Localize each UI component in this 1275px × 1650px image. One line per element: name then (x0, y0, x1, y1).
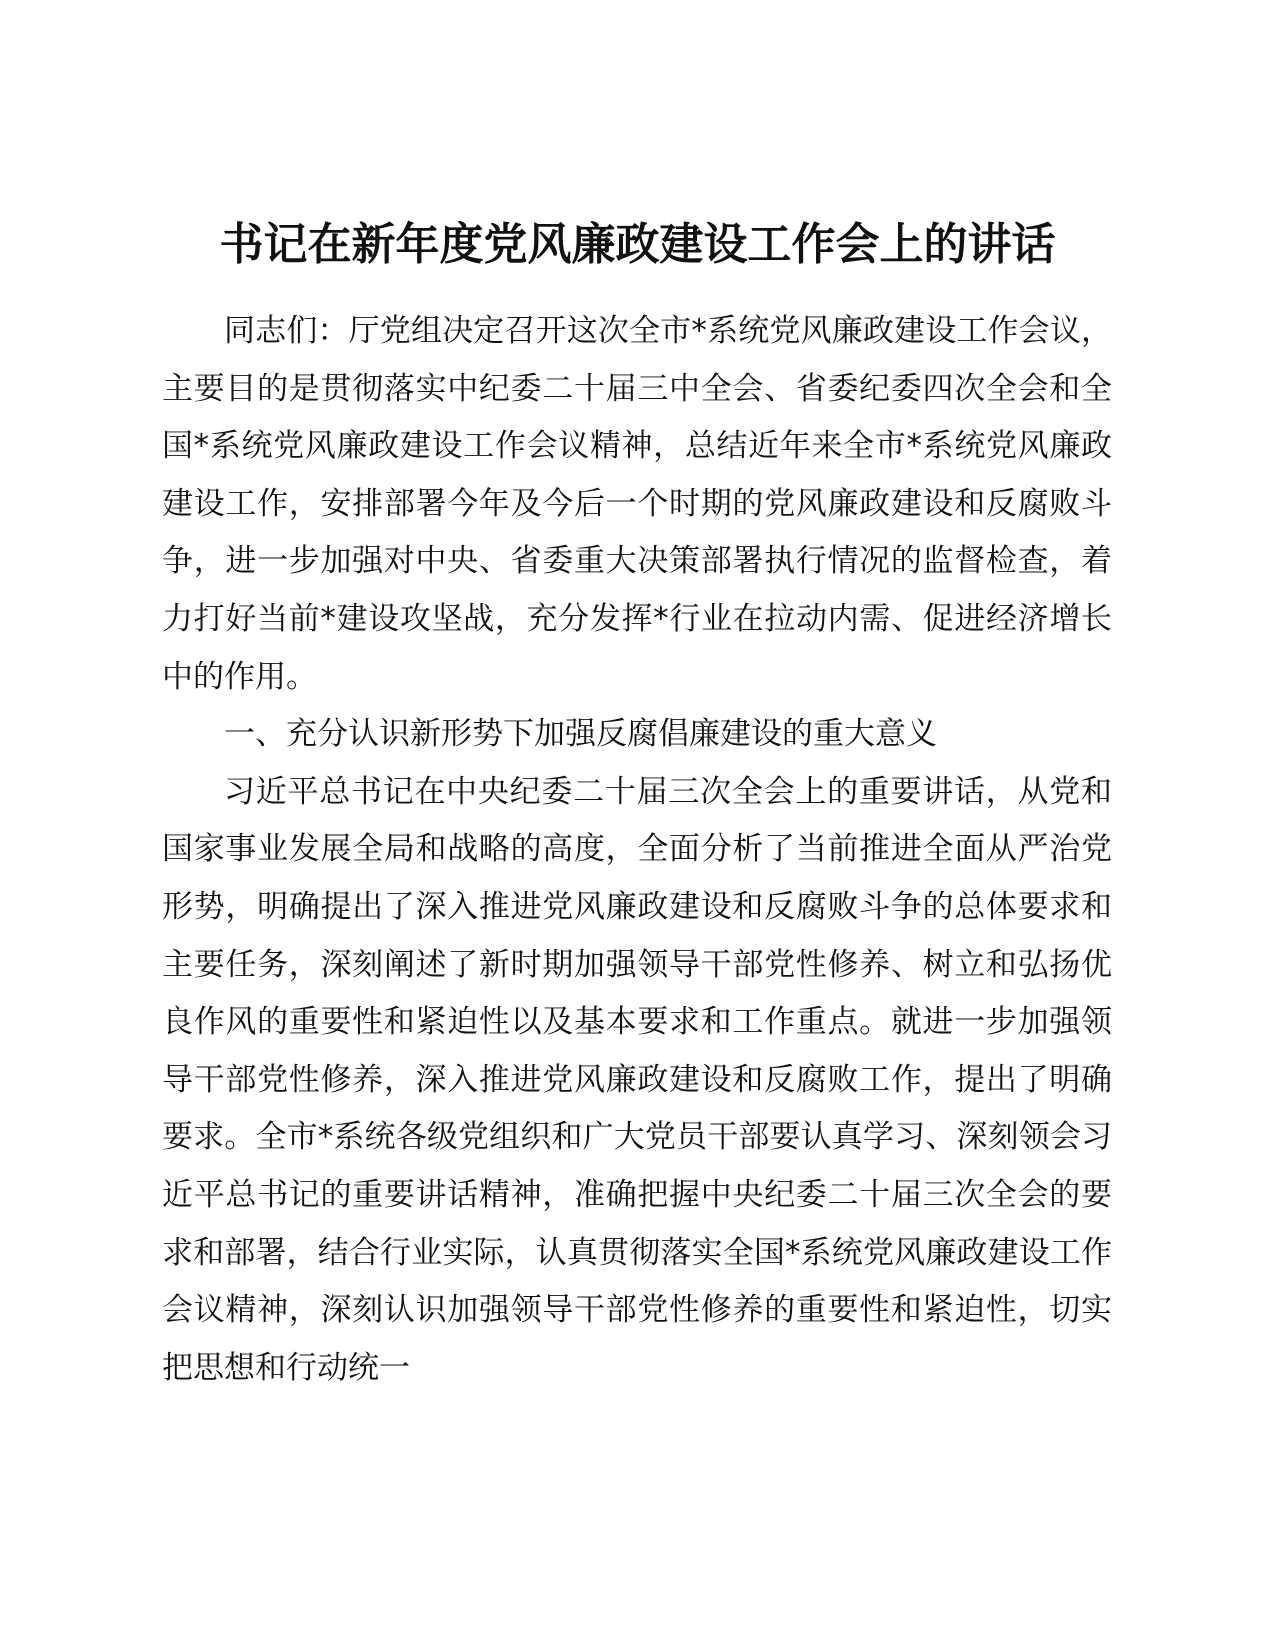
document-title: 书记在新年度党风廉政建设工作会上的讲话 (219, 219, 1056, 270)
document-body (162, 303, 1112, 1397)
body-paragraph: 习近平总书记在中央纪委二十届三次全会上的重要讲话，从党和国家事业发展全局和战略的高度，全面分析了当前推进全面从严治党形势，明确提出了深入推进党风廉政建设和反腐败斗争的总体要求和主要任务，深刻阐述了新时期加强领导干部党性修养、树立和弘扬优良作风的重要性和紧迫性以及基本要求和工作重点。就进一步加强领导干部党性修养，深入推进党风廉政建设和反腐败工作，提出了明确要求。全市*系统各级党组织和广大党员干部要认真学习、深刻领会习近平总书记的重要讲话精神，准确把握中央纪委二十届三次全会的要求和部署，结合行业实际，认真贯彻落实全国*系统党风廉政建设工作会议精神，深刻认识加强领导干部党性修养的重要性和紧迫性，切实把思想和行动统一 (162, 773, 1112, 1386)
section-heading-1: 一、充分认识新形势下加强反腐倡廉建设的重大意义 (224, 716, 937, 753)
opening-paragraph: 同志们：厅党组决定召开这次全市*系统党风廉政建设工作会议，主要目的是贯彻落实中纪委二十届三中全会、省委纪委四次全会和全国*系统党风廉政建设工作会议精神，总结近年来全市*系统党风廉政建设工作，安排部署今年及今后一个时期的党风廉政建设和反腐败斗争，进一步加强对中央、省委重大决策部署执行情况的监督检查，着力打好当前*建设攻坚战，充分发挥*行业在拉动内需、促进经济增长中的作用。 (162, 313, 1112, 695)
